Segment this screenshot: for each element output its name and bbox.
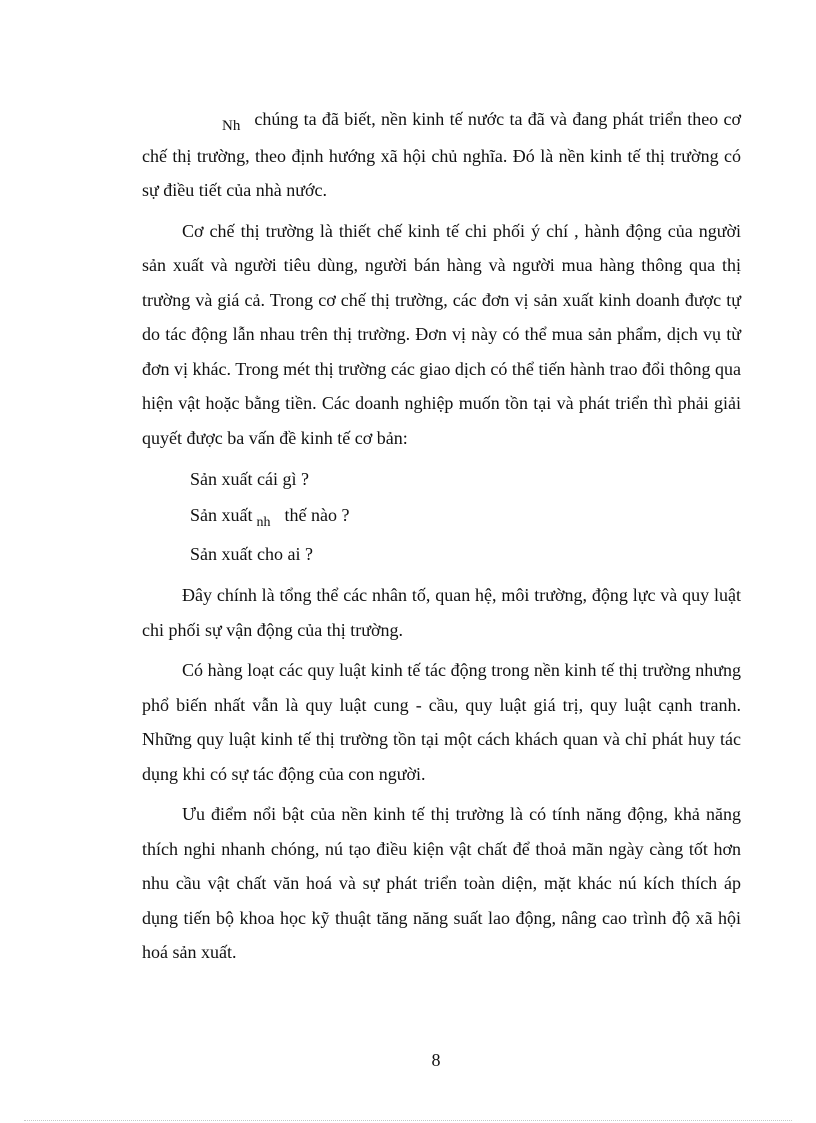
- list-item-what: Sản xuất cái gì ?: [190, 469, 309, 489]
- list-item-how-before: Sản xuất: [190, 505, 253, 525]
- list-item-how-low: nh: [256, 515, 271, 530]
- list-item-whom: Sản xuất cho ai ?: [190, 544, 313, 564]
- paragraph-laws: Có hàng loạt các quy luật kinh tế tác động trong nền kinh tế thị trường nhưng phổ biến nhất vẫn là quy luật cung - cầu, quy luật giá trị, quy luật cạnh tranh. Những quy luật kinh tế thị trường tồn tại một cách khách quan và chỉ phát huy tác dụng khi có sự tác động của con người.: [142, 660, 741, 784]
- paragraph-intro-lead: Nh: [222, 118, 241, 134]
- paragraph-intro-text: chúng ta đã biết, nền kinh tế nước ta đã và đang phát triển theo cơ chế thị trường, theo định hướng xã hội chủ nghĩa. Đó là nền kinh tế thị trường có sự điều tiết của nhà nước.: [142, 109, 741, 200]
- paragraph-factors: Đây chính là tổng thể các nhân tố, quan hệ, môi trường, động lực và quy luật chi phối sự vận động của thị trường.: [142, 585, 741, 640]
- paragraph-market-mechanism: Cơ chế thị trường là thiết chế kinh tế chi phối ý chí , hành động của người sản xuất và người tiêu dùng, người bán hàng và người mua hàng thông qua thị trường và giá cả. Trong cơ chế thị trường, các đơn vị sản xuất kinh doanh được tự do tác động lẫn nhau trên thị trường. Đơn vị này có thể mua sản phẩm, dịch vụ từ đơn vị khác. Trong mét thị trường các giao dịch có thể tiến hành trao đổi thông qua hiện vật hoặc bằng tiền. Các doanh nghiệp muốn tồn tại và phát triển thì phải giải quyết được ba vấn đề kinh tế cơ bản:: [142, 220, 741, 448]
- page-bottom-divider: [24, 1120, 792, 1121]
- list-item-how-after: thế nào ?: [284, 505, 350, 525]
- page-number: 8: [431, 1050, 441, 1070]
- body-text: [142, 102, 741, 970]
- list-item-how: [142, 497, 741, 536]
- paragraph-intro: [142, 102, 741, 208]
- paragraph-advantages: Ưu điểm nổi bật của nền kinh tế thị trường là có tính năng động, khả năng thích nghi nhanh chóng, nú tạo điều kiện vật chất để thoả mãn ngày càng tốt hơn nhu cầu vật chất văn hoá và sự phát triển toàn diện, mặt khác nú kích thích áp dụng tiến bộ khoa học kỹ thuật tăng năng suất lao động, nâng cao trình độ xã hội hoá sản xuất.: [142, 804, 741, 962]
